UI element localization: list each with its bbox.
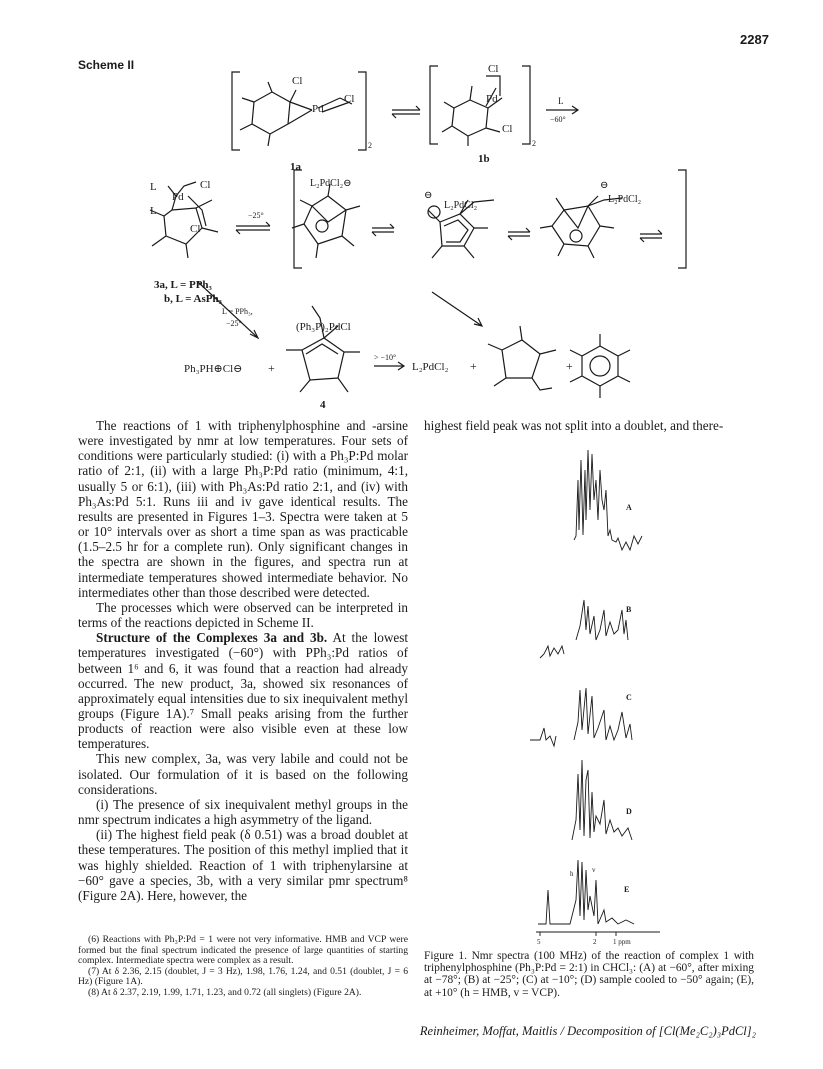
- axis-tick-1: 1 ppm: [613, 938, 631, 946]
- spectrum-c: [574, 688, 632, 740]
- right-column: [424, 418, 754, 433]
- ion-label-3: L₂PdCl₂: [608, 194, 642, 205]
- paragraph-1: The reactions of 1 with triphenylphosphine and -arsine were investigated by nmr at low temperatures. Four sets of conditions were particularly studied: (i) with a Ph₃P:Pd molar ratio of 2:1, (ii) with a large Ph₃P:Pd ratio (minimum, 4:1, usually 5 or 6:1), (iii) with Ph₃As:Pd ratio 2:1, and (iv) with Ph₃As:Pd 5:1. Runs iii and iv gave identical results. The results are presented in Figures 1–3. Spectra were taken at 5 or 10° intervals over as short a time span as was practicable (1.5–2.5 hr for a complete run). Only significant changes in the spectra are shown in the figures, and spectra run at intermediate temperatures showed intermediate behavior. No intermediates other than those described were detected.: [78, 418, 408, 600]
- subscript-2-a: 2: [368, 141, 372, 150]
- l2pdcl2-label: L₂PdCl₂: [412, 361, 449, 373]
- arrow-down-temp: −25°: [226, 319, 242, 328]
- plus-3: +: [566, 359, 573, 373]
- figure-caption: Figure 1. Nmr spectra (100 MHz) of the reaction of complex 1 with triphenylphosphine (Ph₃P:Pd = 2:1) in CHCl₃: (A) at −60°, after mixing at −78°; (B) at −25°; (C) at −10°; (D) sample cooled to −50° again; (E), at +10° (h = HMB, v = VCP).: [424, 950, 754, 999]
- arrow-down-reagent: L = PPh₃,: [222, 307, 253, 316]
- bracket-1a-left: [232, 72, 240, 150]
- paragraph-2: The processes which were observed can be interpreted in terms of the reactions depicted in Scheme II.: [78, 599, 408, 631]
- spectrum-e: [538, 860, 634, 924]
- right-paragraph: highest field peak was not split into a doublet, and there-: [424, 418, 724, 433]
- pd-label-3: Pd: [172, 191, 184, 203]
- spectrum-label-c: C: [626, 693, 632, 702]
- pd-label-2: Pd: [486, 93, 498, 105]
- spectrum-label-b: B: [626, 605, 632, 614]
- arrow-temp-60: −60°: [550, 115, 566, 124]
- minus-charge-1: ⊖: [424, 190, 433, 201]
- plus-2: +: [470, 359, 477, 373]
- paragraph-6: (ii) The highest field peak (δ 0.51) was a broad doublet at these temperatures. The position of this methyl implied that it was highly shielded. Reaction of 1 with triphenylarsine at −60° gave a species, 3b, with a very similar pmr spectrum⁸ (Figure 2A). Here, however, the: [78, 827, 408, 903]
- bracket-1b-left: [430, 66, 438, 144]
- vcp: [502, 340, 540, 378]
- bracket-row2-right: [678, 170, 686, 268]
- axis-tick-2: 2: [593, 938, 597, 946]
- compound-4-label: 4: [320, 399, 326, 411]
- paragraph-5: (i) The presence of six inequivalent methyl groups in the nmr spectrum indicates a high asymmetry of the ligand.: [78, 796, 408, 828]
- phosphonium-label: Ph₃PH⊕Cl⊖: [184, 363, 243, 375]
- bracket-1b-right: [522, 66, 530, 144]
- ligand-l-2: L: [150, 205, 157, 217]
- product-pd-label: (Ph₃P)₂PdCl: [296, 321, 351, 333]
- ligand-l-1: L: [150, 181, 157, 193]
- cl-label: Cl: [292, 75, 303, 87]
- cl-label-5: Cl: [200, 179, 211, 191]
- spectrum-label-e: E: [624, 885, 630, 894]
- minus-charge-2: ⊖: [600, 180, 609, 191]
- compound-1a-label: 1a: [290, 161, 301, 173]
- footnote-7: (7) At δ 2.36, 2.15 (doublet, J = 3 Hz), 1.98, 1.76, 1.24, and 0.51 (doublet, J = 6 Hz) (Figure 1A).: [78, 965, 408, 988]
- complex-3a-label: 3a, L = PPh₃: [154, 279, 212, 291]
- spectrum-c-left: [530, 728, 556, 746]
- ion-label-2: L₂PdCl₂: [444, 200, 478, 211]
- complex-3b-label: b, L = AsPh₃: [164, 293, 222, 305]
- compound-1b-label: 1b: [478, 153, 490, 165]
- ion-label-1: L₂PdCl₂⊖: [310, 178, 352, 189]
- cation-1: [304, 196, 346, 244]
- ring-1b: [452, 100, 488, 136]
- section-heading: Structure of the Complexes 3a and 3b.: [96, 630, 328, 646]
- nmr-spectra-figure: [500, 440, 700, 950]
- axis-tick-5: 5: [537, 938, 541, 946]
- scheme-diagram: [0, 0, 823, 420]
- spectrum-label-d: D: [626, 807, 632, 816]
- arrow-temp-10: > −10°: [374, 353, 397, 362]
- cl-label-3: Cl: [488, 63, 499, 75]
- arrow-reagent: L: [558, 96, 564, 106]
- cl-label-2: Cl: [344, 93, 355, 105]
- cl-label-4: Cl: [502, 123, 513, 135]
- spectrum-a: [574, 450, 642, 550]
- peak-label-h: h: [570, 870, 574, 878]
- subscript-2-b: 2: [532, 139, 536, 148]
- spectrum-b-main: [576, 600, 628, 640]
- hmb: [582, 346, 618, 386]
- ring-1a: [252, 92, 290, 134]
- scheme-title: Scheme II: [78, 58, 135, 72]
- spectrum-label-a: A: [626, 503, 632, 512]
- ppm-axis: [536, 932, 660, 936]
- page-footer: Reinheimer, Moffat, Maitlis / Decomposition of [Cl(Me₂C₂)₃PdCl]₂: [419, 1024, 756, 1038]
- paragraph-4: This new complex, 3a, was very labile and could not be isolated. Our formulation of it is based on the following considerations.: [78, 751, 408, 797]
- pd-label: Pd: [312, 103, 324, 115]
- footnote-8: (8) At δ 2.37, 2.19, 1.99, 1.71, 1.23, and 0.72 (all singlets) (Figure 2A).: [88, 986, 362, 998]
- left-column: [78, 418, 408, 903]
- bracket-row2-left: [294, 170, 302, 268]
- cl-label-6: Cl: [190, 223, 201, 235]
- arrow-temp-25: −25°: [248, 211, 264, 220]
- paragraph-3-text: At the lowest temperatures investigated (−60°) with PPh₃:Pd ratios of between 1⁶ and 6, it was found that a reaction had already occurred. The new product, 3a, showed six resonances of approximately equal intensities due to six inequivalent methyl groups (Figure 1A).⁷ Small peaks arising from the further products of reaction were also visible even at these low temperatures.: [78, 630, 408, 752]
- footnotes: [78, 935, 408, 999]
- spectrum-d: [572, 760, 632, 840]
- page-number: 2287: [740, 32, 769, 47]
- peak-label-v: v: [592, 866, 596, 874]
- cation-2: [440, 214, 474, 246]
- footnote-6: (6) Reactions with Ph₃P:Pd = 1 were not very informative. HMB and VCP were formed but the final spectrum indicated the presence of large quantities of starting complex. Intermediate spectra were complex as a result.: [78, 934, 408, 967]
- paragraph-3: [78, 630, 408, 751]
- spectrum-b: [540, 646, 564, 658]
- bracket-1a-right: [358, 72, 366, 150]
- plus-1: +: [268, 361, 275, 375]
